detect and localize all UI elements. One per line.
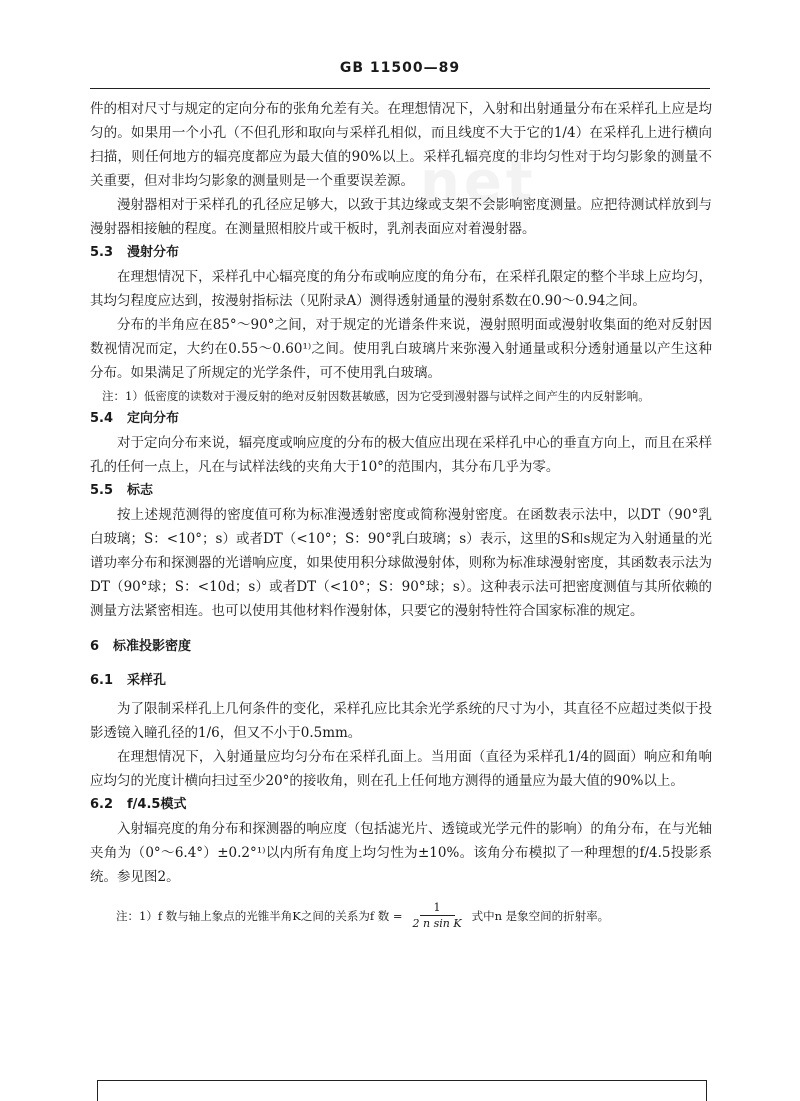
section-6-number: 6 <box>90 639 100 654</box>
section-6-2-note <box>90 901 712 930</box>
section-5-3-heading <box>90 241 712 265</box>
section-6-2-paragraph-1: 入射辐亮度的角分布和探测器的响应度（包括滤光片、透镜或光学元件的影响）的角分布，在与光轴夹角为（0°～6.4°）±0.2°¹⁾以内所有角度上均匀性为±10%。该角分布模拟了一种理想的f/4.5投影系统。参见图2。 <box>90 821 712 885</box>
note-text-before: 注：1）f 数与轴上象点的光锥半角K之间的关系为f 数 = <box>116 908 403 923</box>
standard-number-header: GB 11500—89 <box>339 60 461 76</box>
section-5-5-paragraph-1: 按上述规范测得的密度值可称为标准漫透射密度或简称漫射密度。在函数表示法中，以DT（90°乳白玻璃；S：<10°；s）或者DT（<10°；S：90°乳白玻璃；s）表示，这里的S和s规定为入射通量的光谱功率分布和探测器的光谱响应度，如果使用积分球做漫射体，则称为标准球漫射密度，其函数表示法为DT（90°球；S：<10d；s）或者DT（<10°；S：90°球；s）。这种表示法可把密度测值与其所依赖的测量方法紧密相连。也可以使用其他材料作漫射体，只要它的漫射特性符合国家标准的规定。 <box>90 507 712 619</box>
document-body <box>90 97 712 930</box>
section-5-4-heading <box>90 407 712 431</box>
section-5-4-title: 定向分布 <box>127 411 180 426</box>
section-5-4-paragraph-1: 对于定向分布来说，辐亮度或响应度的分布的极大值应出现在采样孔中心的垂直方向上，而且在采样孔的任何一点上，凡在与试样法线的夹角大于10°的范围内，其分布几乎为零。 <box>90 435 712 475</box>
section-6-heading <box>90 635 712 659</box>
section-5-3-paragraph-2: 分布的半角应在85°～90°之间，对于规定的光谱条件来说，漫射照明面或漫射收集面的绝对反射因数视情况而定，大约在0.55～0.60¹⁾之间。使用乳白玻璃片来弥漫入射通量或积分透射通量以产生这种分布。如果满足了所规定的光学条件，可不使用乳白玻璃。 <box>90 317 712 381</box>
section-6-2-heading <box>90 793 712 817</box>
section-5-5-title: 标志 <box>127 483 154 498</box>
section-5-5-heading <box>90 479 712 503</box>
section-6-2-title: f/4.5模式 <box>127 797 187 812</box>
header-rule <box>90 88 710 89</box>
section-5-3-number: 5.3 <box>90 245 114 260</box>
watermark: net <box>420 150 537 215</box>
section-5-5-number: 5.5 <box>90 483 114 498</box>
section-6-1-heading <box>90 669 712 693</box>
fraction-numerator: 1 <box>420 901 455 916</box>
fraction-denominator: 2 n sin K <box>412 917 462 930</box>
section-6-1-paragraph-2: 在理想情况下，入射通量应均匀分布在采样孔面上。当用面（直径为采样孔1/4的圆面）响应和角响应均匀的光度计横向扫过至少20°的接收角，则在孔上任何地方测得的通量应为最大值的90%以上。 <box>90 749 712 789</box>
section-6-1-paragraph-1: 为了限制采样孔上几何条件的变化，采样孔应比其余光学系统的尺寸为小，其直径不应超过类似于投影透镜入瞳孔径的1/6，但又不小于0.5mm。 <box>90 701 712 741</box>
section-6-1-number: 6.1 <box>90 673 114 688</box>
section-6-2-number: 6.2 <box>90 797 114 812</box>
intro-paragraph-2: 漫射器相对于采样孔的孔径应足够大，以致于其边缘或支架不会影响密度测量。应把待测试样放到与漫射器相接触的程度。在测量照相胶片或干板时，乳剂表面应对着漫射器。 <box>90 197 712 237</box>
section-5-3-paragraph-1: 在理想情况下，采样孔中心辐亮度的角分布或响应度的角分布，在采样孔限定的整个半球上应均匀，其均匀程度应达到，按漫射指标法（见附录A）测得透射通量的漫射系数在0.90～0.94之间。 <box>90 269 712 309</box>
section-6-title: 标准投影密度 <box>113 639 192 654</box>
section-5-4-number: 5.4 <box>90 411 114 426</box>
fraction <box>413 901 462 930</box>
intro-paragraph-1: 件的相对尺寸与规定的定向分布的张角允差有关。在理想情况下，入射和出射通量分布在采样孔上应是均匀的。如果用一个小孔（不但孔形和取向与采样孔相似，而且线度不大于它的1/4）在采样孔上进行横向扫描，则任何地方的辐亮度都应为最大值的90%以上。采样孔辐亮度的非均匀性对于均匀影象的测量不关重要，但对非均匀影象的测量则是一个重要误差源。 <box>90 101 712 189</box>
note-text-after: 式中n 是象空间的折射率。 <box>471 908 610 923</box>
section-5-3-title: 漫射分布 <box>127 245 180 260</box>
section-6-1-title: 采样孔 <box>127 673 167 688</box>
section-5-3-note: 注：1）低密度的读数对于漫反射的绝对反射因数甚敏感，因为它受到漫射器与试样之间产生的内反射影响。 <box>102 389 650 403</box>
